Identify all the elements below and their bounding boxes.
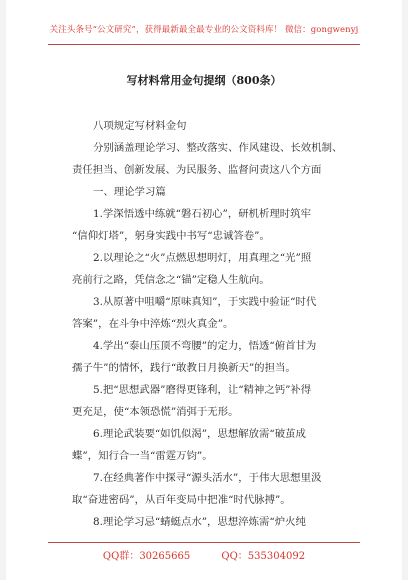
list-item: 8.理论学习忌“蜻蜓点水”，思想淬炼需“炉火纯 xyxy=(93,516,306,528)
list-item-continued: 蝶”，知行合一当“雷霆万钧”。 xyxy=(72,450,213,462)
list-item: 6.理论武装要“如饥似渴”，思想解放需“破茧成 xyxy=(93,428,306,440)
document-title: 写材料常用金句提纲（800条） xyxy=(126,74,282,87)
list-item: 1.学深悟透中练就“磐石初心”，研机析理时筑牢 xyxy=(93,208,311,220)
list-item-continued: 亮前行之路，凭信念之“锚”定稳人生航向。 xyxy=(72,274,270,286)
footer-divider xyxy=(48,542,360,543)
document-page xyxy=(6,0,402,580)
list-item-continued: 取“奋进密码”，从百年变局中把准“时代脉搏”。 xyxy=(72,494,291,506)
list-item-continued: “信仰灯塔”，躬身实践中书写“忠诚答卷”。 xyxy=(72,230,270,242)
intro-line: 责任担当、创新发展、为民服务、监督问责这八个方面 xyxy=(72,164,322,176)
part-heading: 一、理论学习篇 xyxy=(93,186,166,198)
intro-line: 分别涵盖理论学习、整改落实、作风建设、长效机制、 xyxy=(93,142,343,154)
list-item: 3.从原著中咀嚼“原味真知”，于实践中验证“时代 xyxy=(93,296,317,308)
qq-contact-label: QQ：535304092 xyxy=(221,551,306,562)
footer-contacts xyxy=(6,547,402,562)
document-body xyxy=(72,115,342,533)
header-notice: 关注头条号“公文研究”，获得最新最全最专业的公文资料库！ 微信：gongwenyj xyxy=(49,25,359,35)
list-item-continued: 更充足，使“本领恐慌”消弭于无形。 xyxy=(72,406,239,418)
list-item: 7.在经典著作中探寻“源头活水”，于伟大思想里汲 xyxy=(93,472,322,484)
header-divider xyxy=(48,44,360,45)
list-item: 4.学出“泰山压顶不弯腰”的定力，悟透“俯首甘为 xyxy=(93,340,317,352)
list-item: 2.以理论之“火”点燃思想明灯，用真理之“光”照 xyxy=(93,252,312,264)
list-item-continued: 孺子牛”的情怀，践行“敢教日月换新天”的担当。 xyxy=(72,362,296,374)
section-heading: 八项规定写材料金句 xyxy=(93,120,187,132)
qq-group-label: QQ群：30265665 xyxy=(102,551,191,562)
list-item-continued: 答案”，在斗争中淬炼“烈火真金”。 xyxy=(72,318,234,330)
list-item: 5.把“思想武器”磨得更锋利，让“精神之钙”补得 xyxy=(93,384,312,396)
